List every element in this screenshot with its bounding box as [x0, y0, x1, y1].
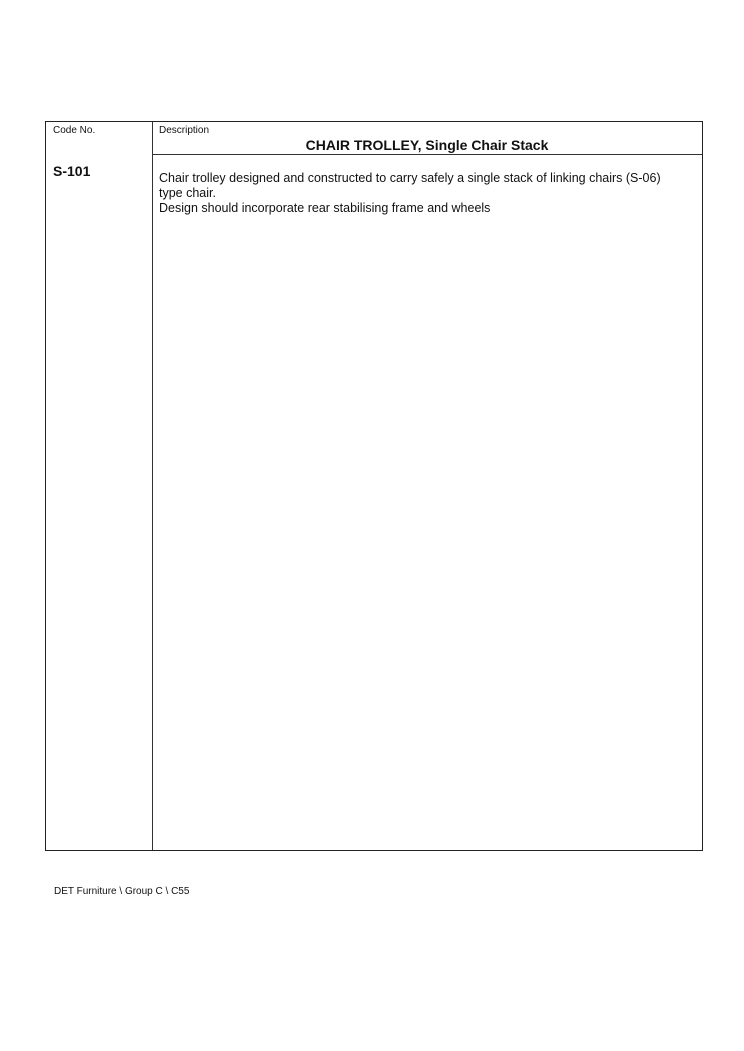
item-title: CHAIR TROLLEY, Single Chair Stack — [305, 137, 549, 153]
item-code: S-101 — [53, 163, 91, 179]
item-description — [159, 171, 679, 216]
description-line-2: Design should incorporate rear stabilising frame and wheels — [159, 201, 491, 215]
specification-table — [45, 121, 703, 851]
footer-document-path: DET Furniture \ Group C \ C55 — [54, 886, 190, 897]
description-line-1: Chair trolley designed and constructed to carry safely a single stack of linking chairs (S-06) type chair. — [159, 171, 661, 200]
description-column-header: Description — [159, 125, 210, 136]
column-divider — [152, 122, 153, 850]
header-divider — [152, 154, 702, 155]
code-column-header: Code No. — [53, 125, 96, 136]
